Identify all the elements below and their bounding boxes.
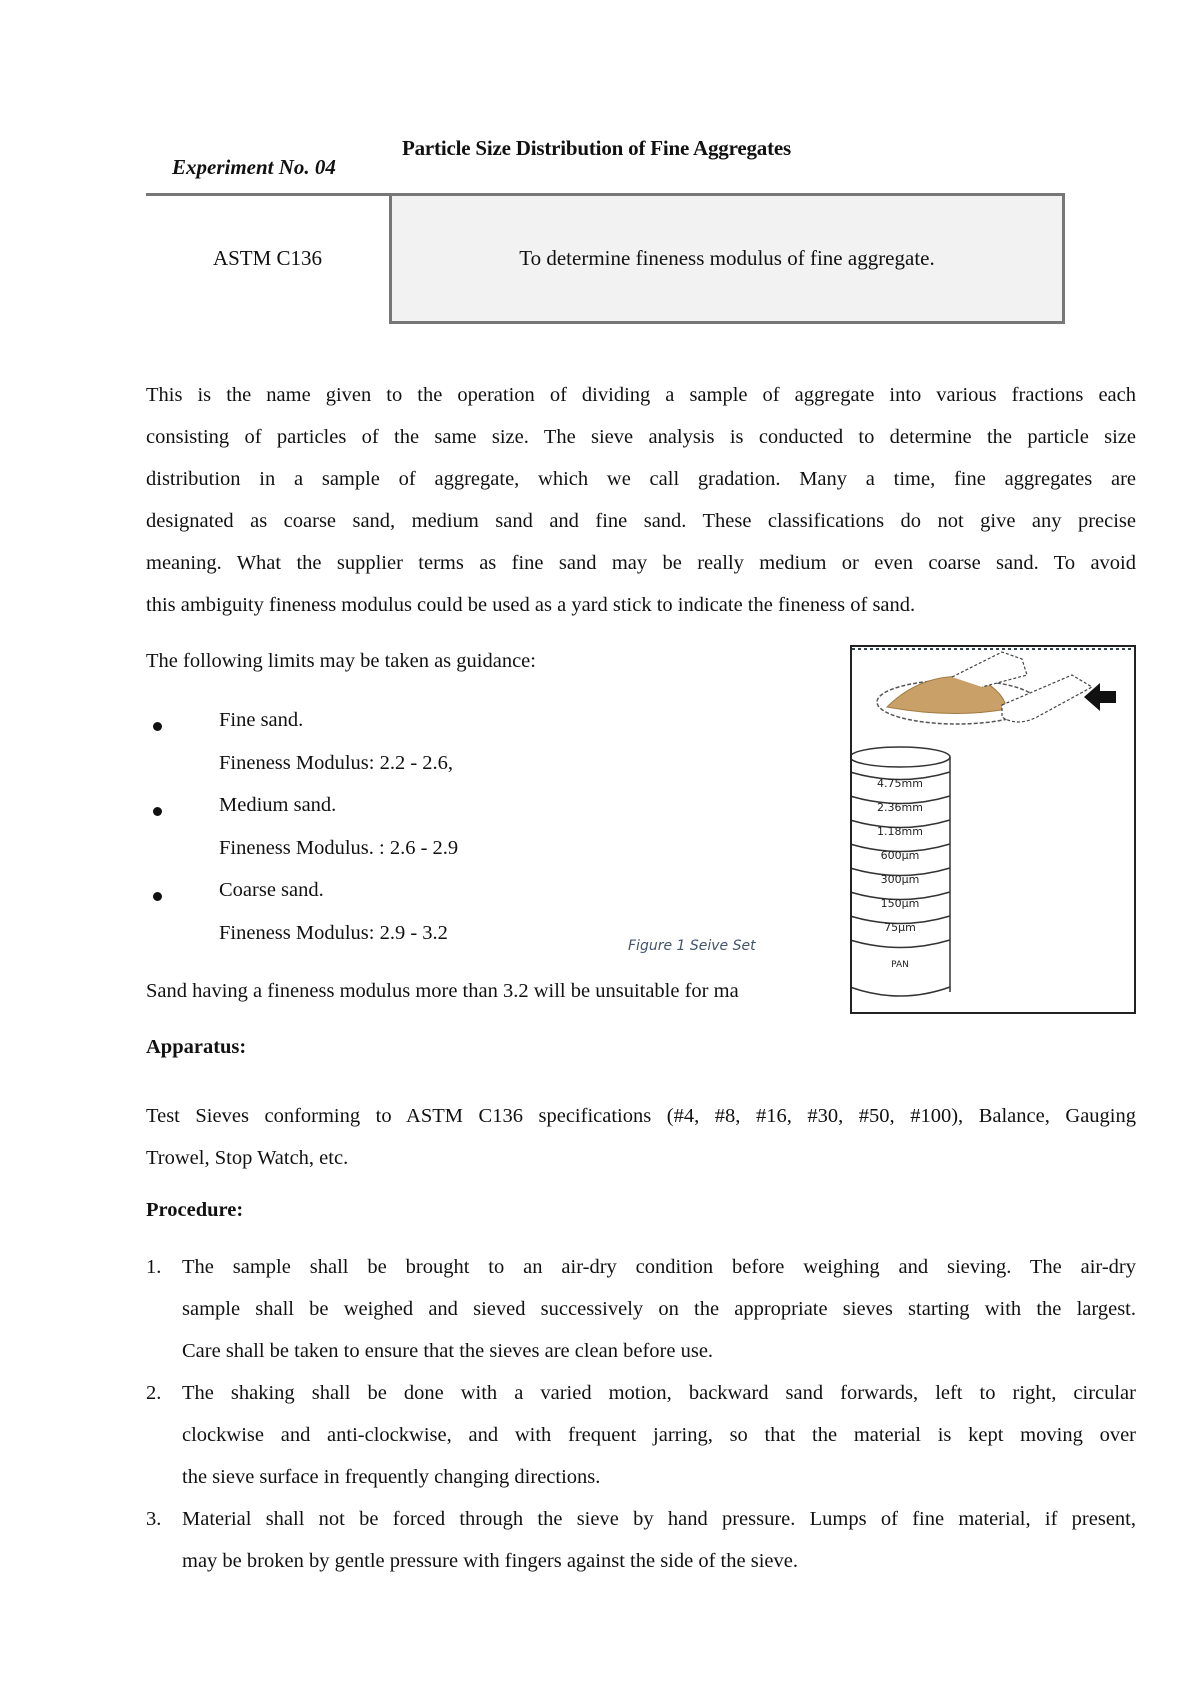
guidance-item-name: Medium sand. <box>219 794 337 816</box>
sieve-set-figure <box>850 645 1136 1014</box>
svg-text:150µm: 150µm <box>880 897 920 910</box>
unsuitable-note: Sand having a fineness modulus more than 3.2 will be unsuitable for ma <box>146 980 739 1002</box>
bullet-icon <box>153 722 162 731</box>
step-line: the sieve surface in frequently changing directions. <box>182 1466 601 1488</box>
guidance-item-value: Fineness Modulus: 2.9 - 3.2 <box>219 922 448 944</box>
step-line: clockwise and anti-clockwise, and with frequent jarring, so that the material is kept moving over <box>182 1424 1136 1446</box>
svg-text:2.36mm: 2.36mm <box>877 801 923 814</box>
svg-text:1.18mm: 1.18mm <box>877 825 923 838</box>
bullet-icon <box>153 892 162 901</box>
intro-line: consisting of particles of the same size. The sieve analysis is conducted to determine the particle size <box>146 426 1136 448</box>
guidance-intro: The following limits may be taken as guidance: <box>146 650 536 672</box>
step-number: 2. <box>146 1382 162 1404</box>
intro-paragraph <box>146 374 1136 626</box>
step-number: 3. <box>146 1508 162 1530</box>
svg-text:300µm: 300µm <box>880 873 920 886</box>
intro-line: designated as coarse sand, medium sand and fine sand. These classifications do not give any precise <box>146 510 1136 532</box>
intro-line: This is the name given to the operation of dividing a sample of aggregate into various fractions each <box>146 384 1136 406</box>
step-line: The sample shall be brought to an air-dry condition before weighing and sieving. The air-dry <box>182 1256 1136 1278</box>
apparatus-paragraph <box>146 1095 1136 1179</box>
svg-text:75µm: 75µm <box>884 921 916 934</box>
step-line: may be broken by gentle pressure with fingers against the side of the sieve. <box>182 1550 798 1572</box>
step-line: Care shall be taken to ensure that the sieves are clean before use. <box>182 1340 714 1362</box>
apparatus-line: Test Sieves conforming to ASTM C136 specifications (#4, #8, #16, #30, #50, #100), Balance, Gauging <box>146 1105 1136 1127</box>
step-line: sample shall be weighed and sieved successively on the appropriate sieves starting with the largest. <box>182 1298 1136 1320</box>
procedure-step <box>182 1498 1136 1582</box>
svg-text:4.75mm: 4.75mm <box>877 777 923 790</box>
svg-text:PAN: PAN <box>891 960 909 970</box>
svg-text:600µm: 600µm <box>880 849 920 862</box>
intro-line: this ambiguity fineness modulus could be used as a yard stick to indicate the fineness of sand. <box>146 594 916 616</box>
document-title: Particle Size Distribution of Fine Aggregates <box>402 136 791 160</box>
bullet-icon <box>153 807 162 816</box>
sieve-stack-illustration <box>852 647 1134 1012</box>
guidance-item-name: Fine sand. <box>219 709 304 731</box>
header-table <box>146 193 1062 321</box>
step-line: The shaking shall be done with a varied motion, backward sand forwards, left to right, circular <box>182 1382 1136 1404</box>
guidance-item-value: Fineness Modulus: 2.2 - 2.6, <box>219 752 454 774</box>
step-number: 1. <box>146 1256 162 1278</box>
apparatus-heading: Apparatus: <box>146 1036 247 1058</box>
procedure-step <box>182 1372 1136 1498</box>
intro-line: meaning. What the supplier terms as fine sand may be really medium or even coarse sand. To avoid <box>146 552 1136 574</box>
step-line: Material shall not be forced through the sieve by hand pressure. Lumps of fine material, if present, <box>182 1508 1136 1530</box>
experiment-number: Experiment No. 04 <box>172 155 336 179</box>
apparatus-line: Trowel, Stop Watch, etc. <box>146 1147 349 1169</box>
procedure-step <box>182 1246 1136 1372</box>
guidance-item-value: Fineness Modulus. : 2.6 - 2.9 <box>219 837 459 859</box>
figure-caption: Figure 1 Seive Set <box>628 938 756 954</box>
guidance-item-name: Coarse sand. <box>219 879 324 901</box>
procedure-heading: Procedure: <box>146 1199 244 1221</box>
standard-cell: ASTM C136 <box>212 246 323 270</box>
intro-line: distribution in a sample of aggregate, which we call gradation. Many a time, fine aggregates are <box>146 468 1136 490</box>
objective-cell: To determine fineness modulus of fine aggregate. <box>389 193 1065 324</box>
